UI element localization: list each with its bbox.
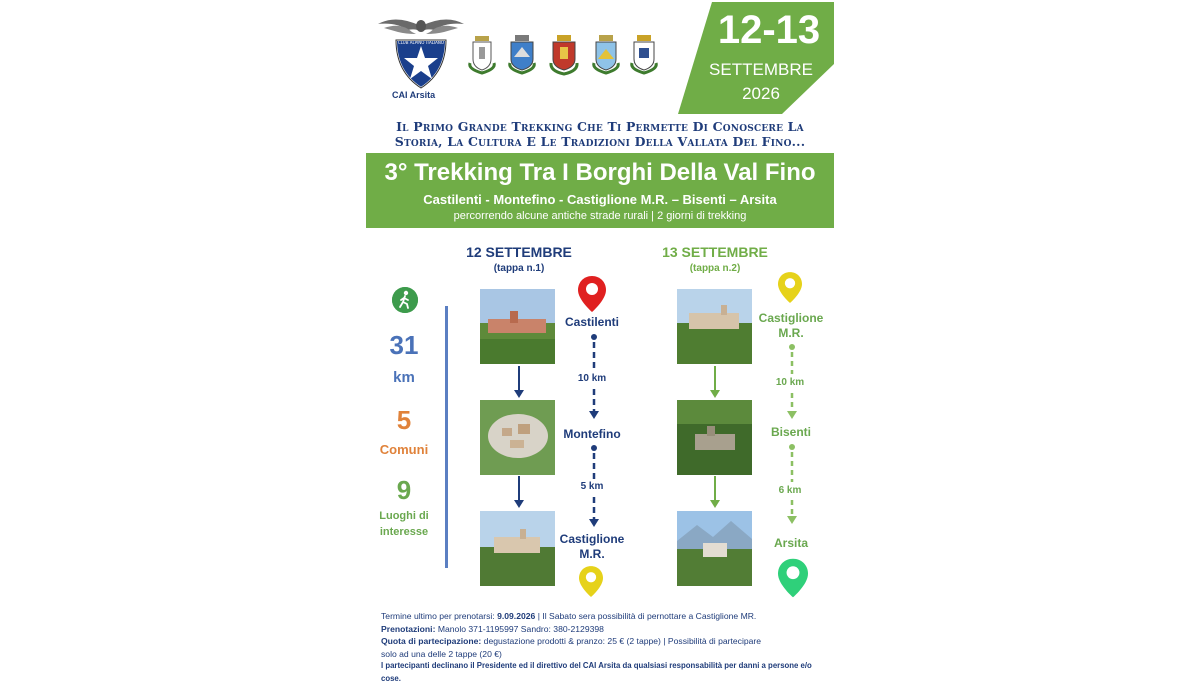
day1-stop-castiglione bbox=[547, 532, 637, 562]
comuni-label: Comuni bbox=[379, 442, 429, 457]
fee-label: Quota di partecipazione: bbox=[381, 636, 482, 647]
event-title: 3° Trekking Tra I Borghi Della Val Fino bbox=[384, 159, 816, 186]
luoghi-label-2: interesse bbox=[379, 526, 429, 538]
footer-deadline bbox=[381, 610, 821, 623]
footer-fee bbox=[381, 635, 821, 648]
day1-stop3-line1: Castiglione bbox=[559, 532, 625, 546]
tagline-line-2: Storia, La Cultura E Le Tradizioni Della Vallata Del Fino... bbox=[394, 134, 806, 149]
day2-title: 13 SETTEMBRE bbox=[662, 244, 768, 260]
day2-stage: (tappa n.2) bbox=[689, 263, 741, 274]
day1-stop-castilenti: Castilenti bbox=[564, 315, 619, 329]
event-note: percorrendo alcune antiche strade rurali | 2 giorni di trekking bbox=[453, 210, 747, 222]
castiglione-photo bbox=[480, 511, 555, 586]
event-month: SETTEMBRE bbox=[709, 60, 813, 79]
booking-label: Prenotazioni: bbox=[381, 623, 436, 634]
arrow-down-icon bbox=[710, 476, 720, 508]
bisenti-photo bbox=[677, 400, 752, 475]
booking-text: Manolo 371-1195997 Sandro: 380-2129398 bbox=[437, 623, 604, 634]
municipal-crest-icon bbox=[590, 33, 622, 75]
km-label: km bbox=[393, 369, 415, 386]
cai-eagle-logo-icon bbox=[376, 12, 466, 92]
luoghi-value: 9 bbox=[396, 475, 412, 505]
arrow-down-icon bbox=[514, 366, 524, 398]
event-days: 12-13 bbox=[717, 8, 821, 52]
municipal-crest-icon bbox=[548, 33, 580, 75]
event-year: 2026 bbox=[742, 84, 780, 103]
arrow-down-icon bbox=[710, 366, 720, 398]
footer-fee-2: solo ad una delle 2 tappe (20 €) bbox=[381, 648, 502, 659]
day2-stop-bisenti: Bisenti bbox=[770, 425, 811, 439]
route-arrow-icon bbox=[787, 500, 797, 526]
event-towns: Castilenti - Montefino - Castiglione M.R. – Bisenti – Arsita bbox=[423, 192, 777, 207]
day1-title: 12 SETTEMBRE bbox=[466, 244, 572, 260]
day2-stop-castiglione bbox=[746, 311, 836, 341]
day2-stop-arsita: Arsita bbox=[773, 536, 808, 550]
arsita-photo bbox=[677, 511, 752, 586]
route-arrow-icon bbox=[589, 497, 599, 529]
route-arrow-icon bbox=[589, 389, 599, 421]
route-dash-line bbox=[788, 444, 796, 482]
fee-text: degustazione prodotti & pranzo: 25 € (2 tappe) | Possibilità di partecipare bbox=[483, 636, 762, 647]
comuni-value: 5 bbox=[396, 405, 412, 435]
castiglione-day2-photo bbox=[677, 289, 752, 364]
day1-stage: (tappa n.1) bbox=[493, 263, 545, 274]
club-label: CAI Arsita bbox=[392, 90, 436, 100]
red-location-pin-icon bbox=[578, 276, 606, 312]
municipal-crest-icon bbox=[466, 33, 498, 75]
route-dash-line bbox=[788, 344, 796, 374]
municipal-crest-icon bbox=[506, 33, 538, 75]
tagline bbox=[366, 119, 834, 149]
divider-line bbox=[445, 306, 448, 568]
day1-leg2-distance: 5 km bbox=[580, 481, 604, 492]
green-location-pin-icon bbox=[778, 558, 808, 598]
km-value: 31 bbox=[389, 330, 419, 360]
day1-leg1-distance: 10 km bbox=[577, 373, 607, 384]
deadline-date: 9.09.2026 bbox=[497, 611, 536, 621]
luoghi-label-1: Luoghi di bbox=[379, 510, 429, 522]
day2-stop1-line1: Castiglione bbox=[758, 311, 824, 325]
route-arrow-icon bbox=[787, 393, 797, 421]
municipal-crest-icon bbox=[628, 33, 660, 75]
title-banner bbox=[366, 153, 834, 228]
day2-leg1-distance: 10 km bbox=[775, 377, 805, 388]
footer-info bbox=[381, 610, 821, 686]
day2-stop1-line2: M.R. bbox=[778, 326, 804, 340]
day1-stop3-line2: M.R. bbox=[579, 547, 605, 561]
day1-stop-montefino: Montefino bbox=[563, 427, 621, 441]
castilenti-photo bbox=[480, 289, 555, 364]
footer-disclaimer: I partecipanti declinano il Presidente ed il direttivo del CAI Arsita da qualsiasi responsabilità per danni a persone e/o cose. bbox=[381, 661, 812, 683]
route-dash-line bbox=[590, 334, 598, 370]
svg-text:CLUB ALPINO ITALIANO: CLUB ALPINO ITALIANO bbox=[397, 40, 445, 45]
montefino-photo bbox=[480, 400, 555, 475]
tagline-line-1: Il Primo Grande Trekking Che Ti Permette Di Conoscere La bbox=[396, 119, 804, 134]
yellow-location-pin-icon bbox=[778, 272, 802, 303]
day2-leg2-distance: 6 km bbox=[778, 485, 802, 496]
hiker-icon bbox=[392, 287, 418, 313]
route-dash-line bbox=[590, 445, 598, 479]
deadline-rest: | Il Sabato sera possibilità di pernottare a Castiglione MR. bbox=[537, 611, 757, 621]
yellow-location-pin-icon bbox=[579, 566, 603, 597]
event-poster bbox=[366, 0, 834, 683]
deadline-label: Termine ultimo per prenotarsi: bbox=[381, 611, 495, 621]
footer-booking bbox=[381, 623, 821, 636]
arrow-down-icon bbox=[514, 476, 524, 508]
